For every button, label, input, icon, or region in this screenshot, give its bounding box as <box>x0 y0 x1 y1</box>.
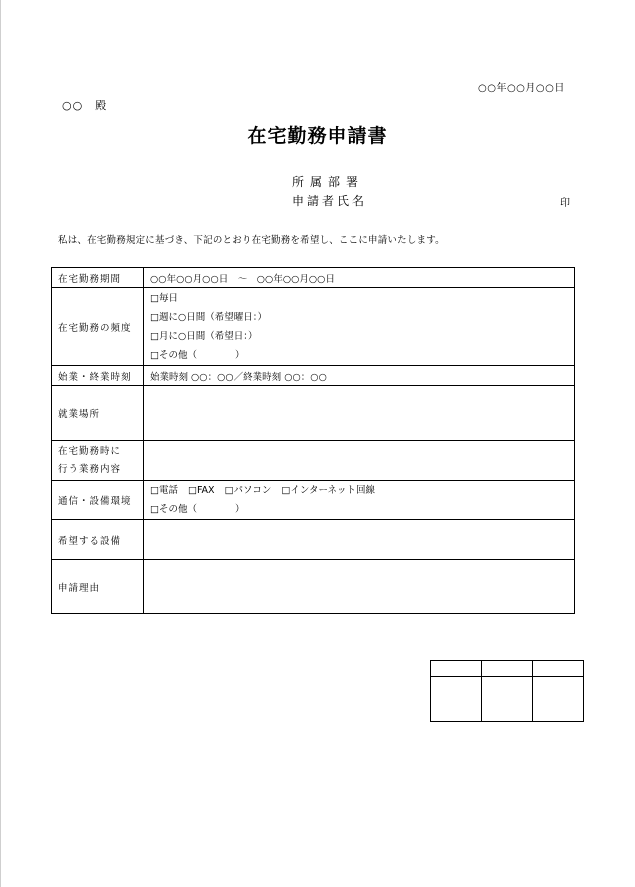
comm-option-other[interactable]: □その他（ ） <box>150 504 245 515</box>
applicant-name-label: 申請者氏名 <box>292 194 368 208</box>
row-place <box>52 386 575 441</box>
stamp-header-cell <box>482 661 533 677</box>
comm-option-internet[interactable]: □インターネット回線 <box>281 485 375 496</box>
hours-label: 始業・終業時刻 <box>52 366 144 386</box>
stamp-box[interactable] <box>431 677 482 722</box>
row-work <box>52 441 575 481</box>
work-label <box>52 441 144 481</box>
place-value[interactable] <box>144 386 575 441</box>
addressee: ○○ 殿 <box>62 99 108 112</box>
comm-option-phone[interactable]: □電話 <box>150 485 178 496</box>
equipment-value[interactable] <box>144 520 575 560</box>
comm-option-pc[interactable]: □パソコン <box>224 485 272 496</box>
stamp-box[interactable] <box>533 677 584 722</box>
frequency-options <box>144 288 575 366</box>
frequency-option-daily[interactable]: □毎日 <box>150 292 178 304</box>
row-frequency <box>52 288 575 366</box>
comm-options <box>144 481 575 520</box>
seal-mark: 印 <box>560 198 570 209</box>
date: ○○年○○月○○日 <box>478 83 565 94</box>
comm-label: 通信・設備環境 <box>52 481 144 520</box>
stamp-header-cell <box>431 661 482 677</box>
stamp-header-row <box>431 661 584 677</box>
work-label-line1: 在宅勤務時に <box>58 445 122 457</box>
period-label: 在宅勤務期間 <box>52 268 144 288</box>
frequency-label: 在宅勤務の頻度 <box>52 288 144 366</box>
comm-option-fax[interactable]: □FAX <box>187 485 215 496</box>
page-title: 在宅勤務申請書 <box>247 125 388 147</box>
frequency-option-other[interactable]: □その他（ ） <box>150 349 245 361</box>
reason-value[interactable] <box>144 560 575 614</box>
equipment-label: 希望する設備 <box>52 520 144 560</box>
stamp-box[interactable] <box>482 677 533 722</box>
hours-value[interactable]: 始業時刻 ○○：○○／終業時刻 ○○：○○ <box>144 366 575 386</box>
row-equipment <box>52 520 575 560</box>
row-reason <box>52 560 575 614</box>
intro-text: 私は、在宅勤務規定に基づき、下記のとおり在宅勤務を希望し、ここに申請いたします。 <box>58 235 445 246</box>
period-value[interactable]: ○○年○○月○○日 ～ ○○年○○月○○日 <box>144 268 575 288</box>
work-label-line2: 行う業務内容 <box>58 463 122 475</box>
frequency-option-monthly[interactable]: □月に○日間（希望日：） <box>150 330 258 342</box>
stamp-header-cell <box>533 661 584 677</box>
work-value[interactable] <box>144 441 575 481</box>
row-comm <box>52 481 575 520</box>
stamp-body-row <box>431 677 584 722</box>
frequency-option-weekly[interactable]: □週に○日間（希望曜日：） <box>150 311 268 323</box>
place-label: 就業場所 <box>52 386 144 441</box>
department-label: 所属部署 <box>292 175 365 189</box>
row-period <box>52 268 575 288</box>
reason-label: 申請理由 <box>52 560 144 614</box>
row-hours <box>52 366 575 386</box>
approval-stamp-table <box>430 660 584 722</box>
application-form-table <box>51 267 575 614</box>
